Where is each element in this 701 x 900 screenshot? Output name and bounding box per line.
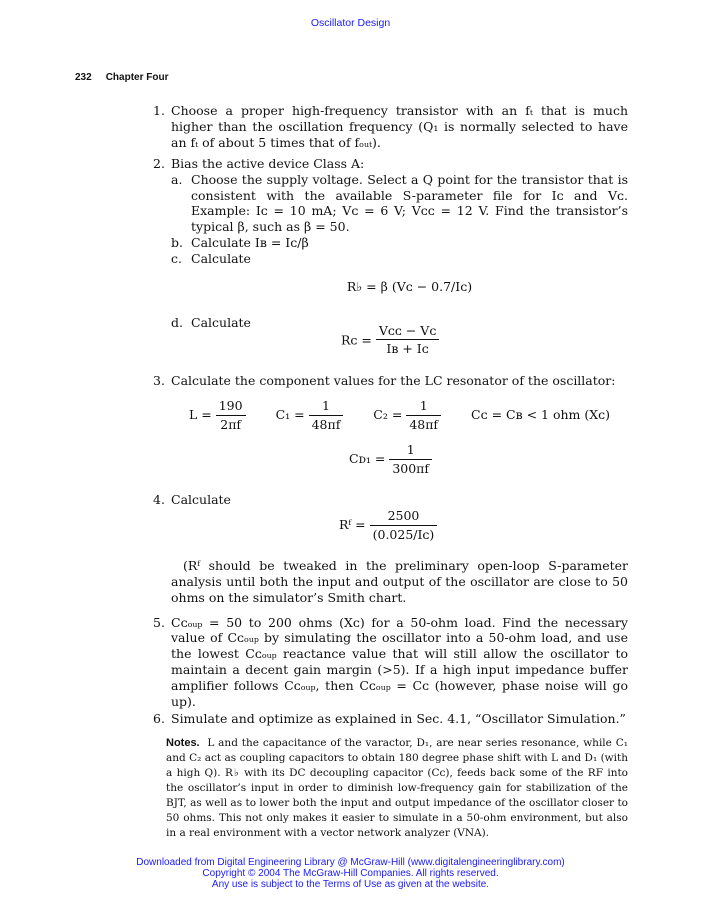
step-number: 4. (153, 492, 165, 508)
sub-letter: d. (171, 314, 183, 330)
chapter-heading (75, 72, 182, 83)
step-3 (153, 373, 628, 389)
rc-fraction (376, 323, 439, 358)
sub-text: Calculate (191, 314, 251, 330)
footer-line-1[interactable]: Downloaded from Digital Engineering Library @ McGraw-Hill (www.digitalengineeringlibrary.com) (136, 857, 565, 868)
numerator: 1 (309, 398, 344, 416)
step-2a (153, 172, 628, 235)
rc-equation (153, 323, 628, 367)
step-number: 5. (153, 614, 165, 630)
step-text: Bias the active device Class A: (171, 156, 365, 171)
equation-text: R♭ = β (Vᴄ − 0.7/Iᴄ) (346, 278, 473, 294)
rf-paragraph (153, 558, 628, 605)
step-text: Calculate the component values for the LC resonator of the oscillator: (171, 372, 616, 388)
running-header: Oscillator Design (310, 17, 391, 29)
notes-paragraph (153, 736, 628, 841)
step-text: Cᴄₒᵤₚ = 50 to 200 ohms (Xᴄ) for a 50-ohm load. Find the necessary value of Cᴄₒᵤₚ by simulating the oscillator into a 50-ohm load, and use the lowest Cᴄₒᵤₚ reactance value that will still allow the oscillator to maintain a decent gain margin (>5). If a high input impedance buffer amplifier follows Cᴄₒᵤₚ, then Cᴄₒᵤₚ = Cᴄ (however, phase noise will go up). (171, 614, 628, 709)
c1-fraction (309, 398, 344, 433)
numerator: 190 (216, 398, 246, 416)
c1-eq-lhs: C₁ = (275, 407, 305, 423)
sub-letter: c. (171, 250, 182, 266)
step-number: 2. (153, 156, 165, 171)
c2-eq-lhs: C₂ = (373, 407, 403, 423)
l-fraction (216, 398, 246, 433)
l-eq-lhs: L = (189, 407, 212, 423)
equation-lhs: Rᴄ = (341, 331, 372, 347)
step-2b (153, 235, 628, 251)
resonator-equations (153, 398, 628, 442)
sub-letter: a. (171, 171, 183, 187)
denominator: 48πf (409, 417, 439, 433)
step-text: Simulate and optimize as explained in Sec. 4.1, “Oscillator Simulation.” (171, 711, 626, 727)
sub-letter: b. (171, 234, 183, 250)
rb-equation (153, 267, 628, 315)
denominator: (0.025/Iᴄ) (372, 526, 435, 542)
step-number: 1. (153, 103, 165, 118)
step-1 (153, 103, 628, 151)
rf-equation (153, 508, 628, 548)
step-6 (153, 711, 628, 727)
numerator: 2500 (370, 508, 438, 526)
step-5 (153, 615, 628, 710)
denominator: 48πf (311, 417, 341, 433)
step-text: Calculate (171, 492, 231, 508)
c2-fraction (406, 398, 441, 433)
sub-text: Calculate (191, 250, 251, 266)
step-2c (153, 251, 628, 267)
sub-text: Calculate Iʙ = Iᴄ/β (191, 234, 309, 250)
cd1-eq-lhs: Cᴅ₁ = (349, 451, 386, 467)
page-number: 232 (75, 72, 92, 83)
cc-equation: Cᴄ = Cʙ < 1 ohm (Xᴄ) (471, 407, 611, 423)
rf-fraction (370, 508, 438, 543)
cd1-fraction (389, 442, 432, 477)
page-body (153, 103, 628, 841)
step-number: 3. (153, 372, 165, 388)
notes-text: L and the capacitance of the varactor, D₁, are near series resonance, while C₁ and C₂ act as coupling capacitors to obtain 180 degree phase shift with L and D₁ (with a high Q). R♭ with its DC decoupling capacitor (Cᴄ), feeds back some of the RF into the oscillator’s input in order to diminish low-frequency gain for stabilization of the BJT, as well as to lower both the input and output impedance of the oscillator closer to 50 ohms. This not only makes it easier to simulate in a 50-ohm environment, but also in a real environment with a vector network analyzer (VNA). (166, 737, 628, 840)
footer-line-2: Copyright © 2004 The McGraw-Hill Companies. All rights reserved. (202, 868, 499, 879)
denominator: 2πf (220, 417, 242, 433)
cd1-equation (153, 442, 628, 486)
numerator: 1 (406, 398, 441, 416)
notes-label: Notes. (166, 737, 200, 750)
numerator: Vᴄᴄ − Vᴄ (376, 323, 439, 341)
step-number: 6. (153, 711, 165, 727)
numerator: 1 (389, 442, 432, 460)
download-footer (0, 857, 701, 890)
paragraph-text: (Rᶠ should be tweaked in the preliminary open-loop S-parameter analysis until both the input and output of the oscillator are close to 50 ohms on the simulator’s Smith chart. (171, 558, 628, 605)
denominator: 300πf (392, 461, 430, 477)
chapter-title: Chapter Four (105, 72, 169, 83)
denominator: Iʙ + Iᴄ (386, 341, 429, 357)
rf-eq-lhs: Rᶠ = (339, 516, 366, 532)
sub-text: Choose the supply voltage. Select a Q point for the transistor that is consistent with the available S-parameter file for Iᴄ and Vᴄ. Example: Iᴄ = 10 mA; Vᴄ = 6 V; Vᴄᴄ = 12 V. Find the transistor’s typical β, such as β = 50. (191, 171, 628, 235)
step-4 (153, 492, 628, 508)
footer-line-3: Any use is subject to the Terms of Use as given at the website. (211, 879, 490, 890)
step-2 (153, 156, 628, 172)
step-text: Choose a proper high-frequency transistor with an fₜ that is much higher than the oscillation frequency (Q₁ is normally selected to have an fₜ of about 5 times that of fₒᵤₜ). (171, 103, 628, 150)
